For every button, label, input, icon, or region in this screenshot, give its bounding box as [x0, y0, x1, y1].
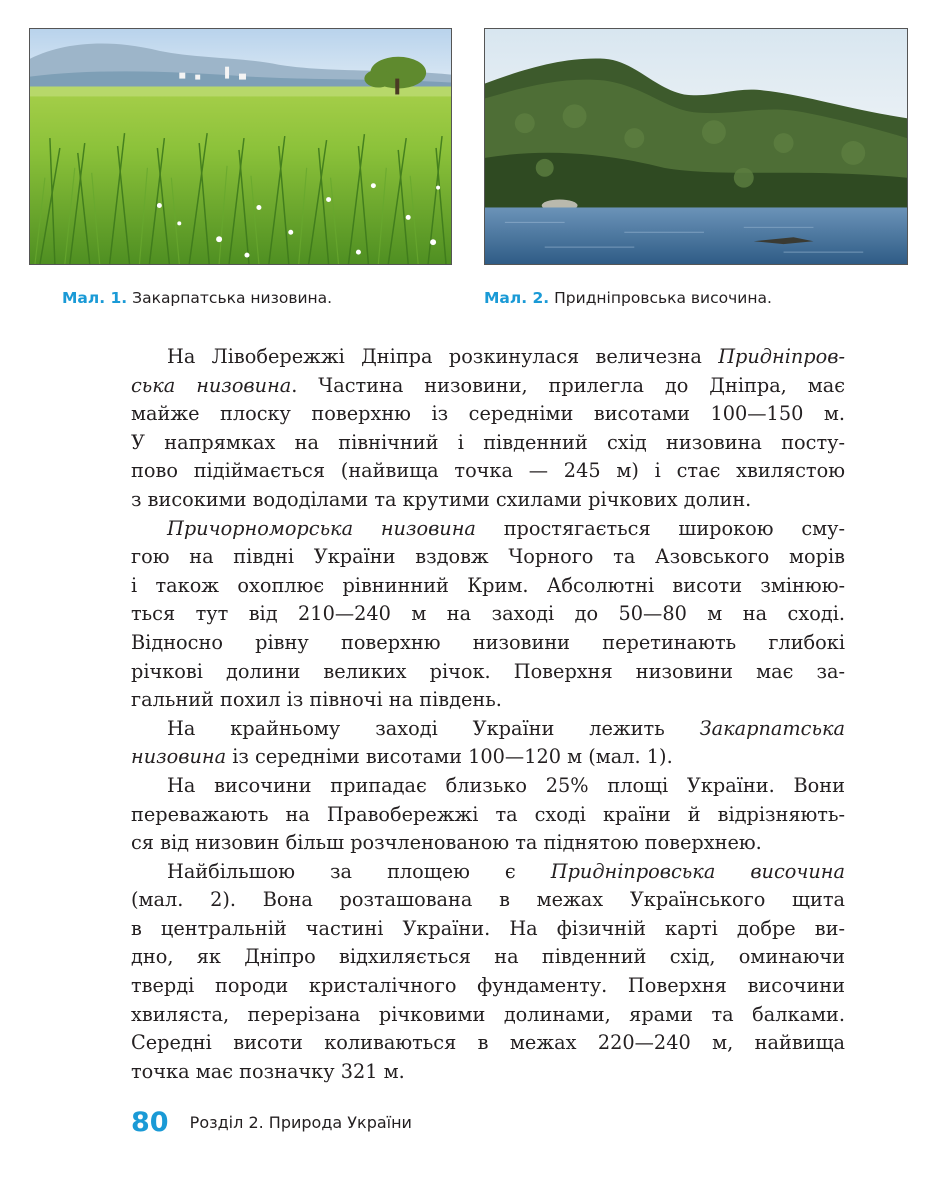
figure-1-photo [29, 28, 452, 265]
figure-1-label: Мал. 1. [62, 289, 128, 307]
italic-term: Придніпров- [718, 345, 845, 368]
text-run: На крайньому заході України лежить [167, 716, 700, 740]
text-line [131, 772, 845, 801]
text-line [131, 1058, 845, 1087]
text-line [131, 801, 845, 830]
paragraph [131, 343, 845, 515]
text-line [131, 543, 845, 572]
text-run: гальний похил із півночі на південь. [131, 688, 502, 712]
text-line [131, 343, 845, 372]
text-line [131, 858, 845, 887]
text-run: . Частина низовини, прилегла до Дніпра, має [291, 373, 845, 397]
text-line [131, 429, 845, 458]
text-run: хвиляста, перерізана річковими долинами, ярами та балками. [131, 1002, 845, 1026]
figure-1-text: Закарпатська низовина. [132, 289, 333, 307]
text-run: Середні висоти коливаються в межах 220—240 м, найвища [131, 1031, 845, 1055]
text-line [131, 972, 845, 1001]
text-run: точка має позначку 321 м. [131, 1059, 405, 1083]
text-line [131, 715, 845, 744]
text-line [131, 400, 845, 429]
text-line [131, 629, 845, 658]
text-line [131, 1029, 845, 1058]
text-run: На Лівобережжі Дніпра розкинулася величезна [167, 345, 719, 368]
figure-2-label: Мал. 2. [484, 289, 550, 307]
italic-term: Придніпровська височина [550, 859, 845, 883]
text-line [131, 829, 845, 858]
text-run: Відносно рівну поверхню низовини перетинають глибокі [131, 630, 845, 654]
text-run: із середніми висотами 100—120 м (мал. 1). [226, 745, 673, 769]
text-line [131, 1001, 845, 1030]
italic-term: Закарпатська [699, 716, 845, 740]
text-run: гою на півдні України вздовж Чорного та Азовського морів [131, 545, 845, 569]
text-run: дно, як Дніпро відхиляється на південний схід, оминаючи [131, 945, 845, 969]
text-line [131, 686, 845, 715]
text-run: переважають на Правобережжі та сході країни й відрізняють- [131, 802, 845, 826]
figure-2-photo [484, 28, 908, 265]
italic-term: ська низовина [131, 373, 292, 397]
text-run: простягається широкою сму- [475, 516, 846, 540]
page-footer [131, 1107, 412, 1138]
text-run: з високими вододілами та крутими схилами річкових долин. [131, 487, 752, 511]
text-line [131, 486, 845, 515]
text-line [131, 572, 845, 601]
text-run: пово підіймається (найвища точка — 245 м) і стає хвилястою [131, 459, 845, 483]
text-run: і також охоплює рівнинний Крим. Абсолютні висоти змінюю- [131, 573, 845, 597]
text-line [131, 515, 845, 544]
text-run: У напрямках на північний і південний схід низовина посту- [131, 430, 845, 454]
paragraph [131, 715, 845, 772]
section-title: Розділ 2. Природа України [189, 1113, 412, 1132]
text-line [131, 372, 845, 401]
text-run: ся від низовин більш розчленованою та піднятою поверхнею. [131, 831, 762, 855]
paragraph [131, 772, 845, 858]
meadow-image [30, 29, 451, 264]
text-run: На височини припадає близько 25% площі України. Вони [167, 773, 845, 797]
text-line [131, 600, 845, 629]
text-run: (мал. 2). Вона розташована в межах Українського щита [131, 888, 845, 912]
text-run: ться тут від 210—240 м на заході до 50—80 м на сході. [131, 602, 845, 626]
italic-term: Причорноморська низовина [167, 516, 476, 540]
text-line [131, 658, 845, 687]
text-run: річкові долини великих річок. Поверхня низовини має за- [131, 659, 845, 683]
text-line [131, 457, 845, 486]
italic-term: низовина [131, 745, 227, 769]
figure-2-text: Придніпровська височина. [554, 289, 772, 307]
page-number: 80 [131, 1107, 169, 1138]
text-line [131, 915, 845, 944]
text-line [131, 943, 845, 972]
body-text [131, 343, 845, 1086]
hills-river-image [485, 29, 907, 264]
text-run: тверді породи кристалічного фундаменту. Поверхня височини [131, 974, 845, 998]
text-line [131, 743, 845, 772]
figure-2-caption [484, 289, 772, 307]
text-line [131, 886, 845, 915]
paragraph [131, 515, 845, 715]
text-run: майже плоску поверхню із середніми висотами 100—150 м. [131, 402, 845, 426]
text-run: в центральній частині України. На фізичній карті добре ви- [131, 916, 845, 940]
paragraph [131, 858, 845, 1087]
figure-1-caption [62, 289, 332, 307]
text-run: Найбільшою за площею є [167, 859, 551, 883]
